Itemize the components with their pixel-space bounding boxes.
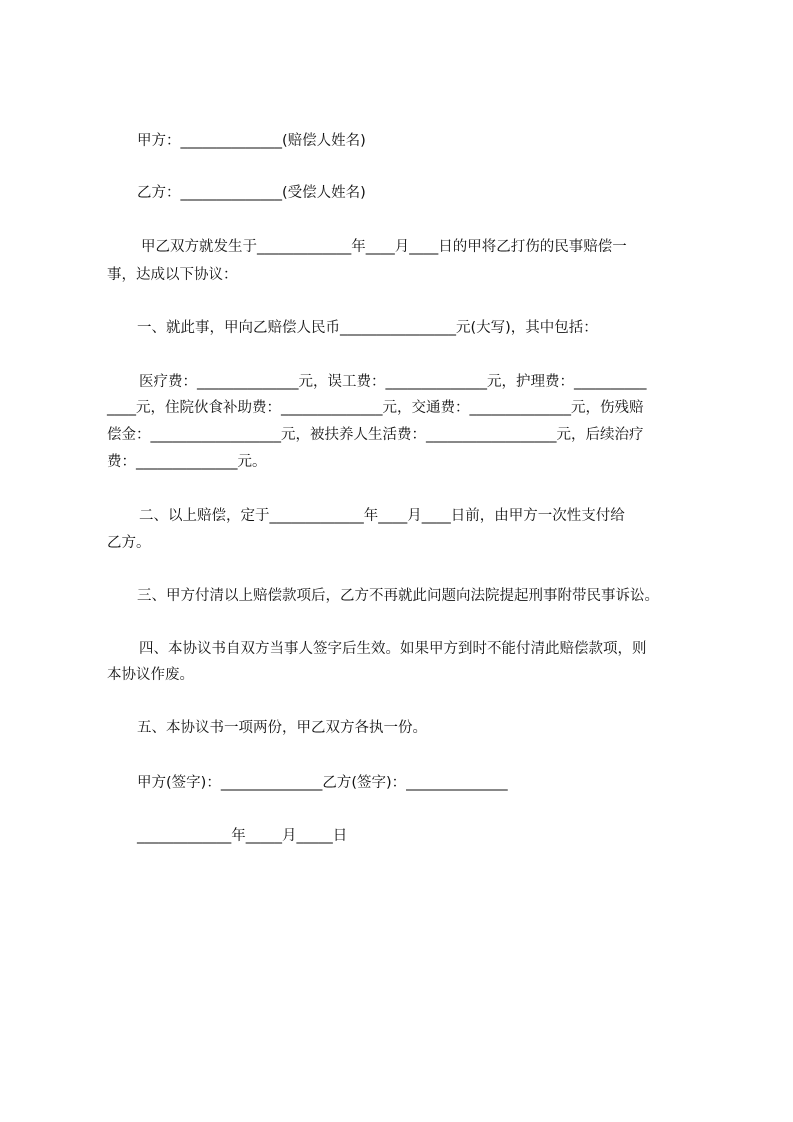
clause-4-line-2: 本协议作废。 bbox=[107, 667, 194, 683]
cost-line-4: 费：______________元。 bbox=[107, 454, 267, 470]
clause-4-line-1: 四、本协议书自双方当事人签字后生效。如果甲方到时不能付清此赔偿款项，则 bbox=[139, 641, 647, 657]
signature-line: 甲方(签字)：______________乙方(签字)：______________ bbox=[137, 775, 508, 791]
party-b-line: 乙方：______________(受偿人姓名) bbox=[137, 185, 366, 201]
clause-1: 一、就此事，甲向乙赔偿人民币________________元(大写)，其中包括： bbox=[137, 320, 598, 336]
intro-line-1: 甲乙双方就发生于_____________年____月____日的甲将乙打伤的民事赔偿一 bbox=[141, 239, 627, 255]
cost-line-3: 偿金：__________________元，被扶养人生活费：__________________元，后续治疗 bbox=[107, 427, 644, 443]
clause-2-line-2: 乙方。 bbox=[107, 535, 151, 551]
party-a-line: 甲方：______________(赔偿人姓名) bbox=[137, 133, 366, 149]
clause-2-line-1: 二、以上赔偿，定于_____________年____月____日前，由甲方一次性支付给 bbox=[139, 508, 625, 524]
clause-3: 三、甲方付清以上赔偿款项后，乙方不再就此问题向法院提起刑事附带民事诉讼。 bbox=[137, 588, 659, 604]
date-line: _____________年_____月_____日 bbox=[137, 828, 348, 844]
cost-line-2: ____元，住院伙食补助费：______________元，交通费：______________元，伤残赔 bbox=[107, 400, 644, 416]
cost-line-1: 医疗费：______________元，误工费：______________元，护理费：__________ bbox=[139, 374, 647, 390]
intro-line-2: 事，达成以下协议： bbox=[107, 267, 238, 283]
clause-5: 五、本协议书一项两份，甲乙双方各执一份。 bbox=[137, 720, 427, 736]
